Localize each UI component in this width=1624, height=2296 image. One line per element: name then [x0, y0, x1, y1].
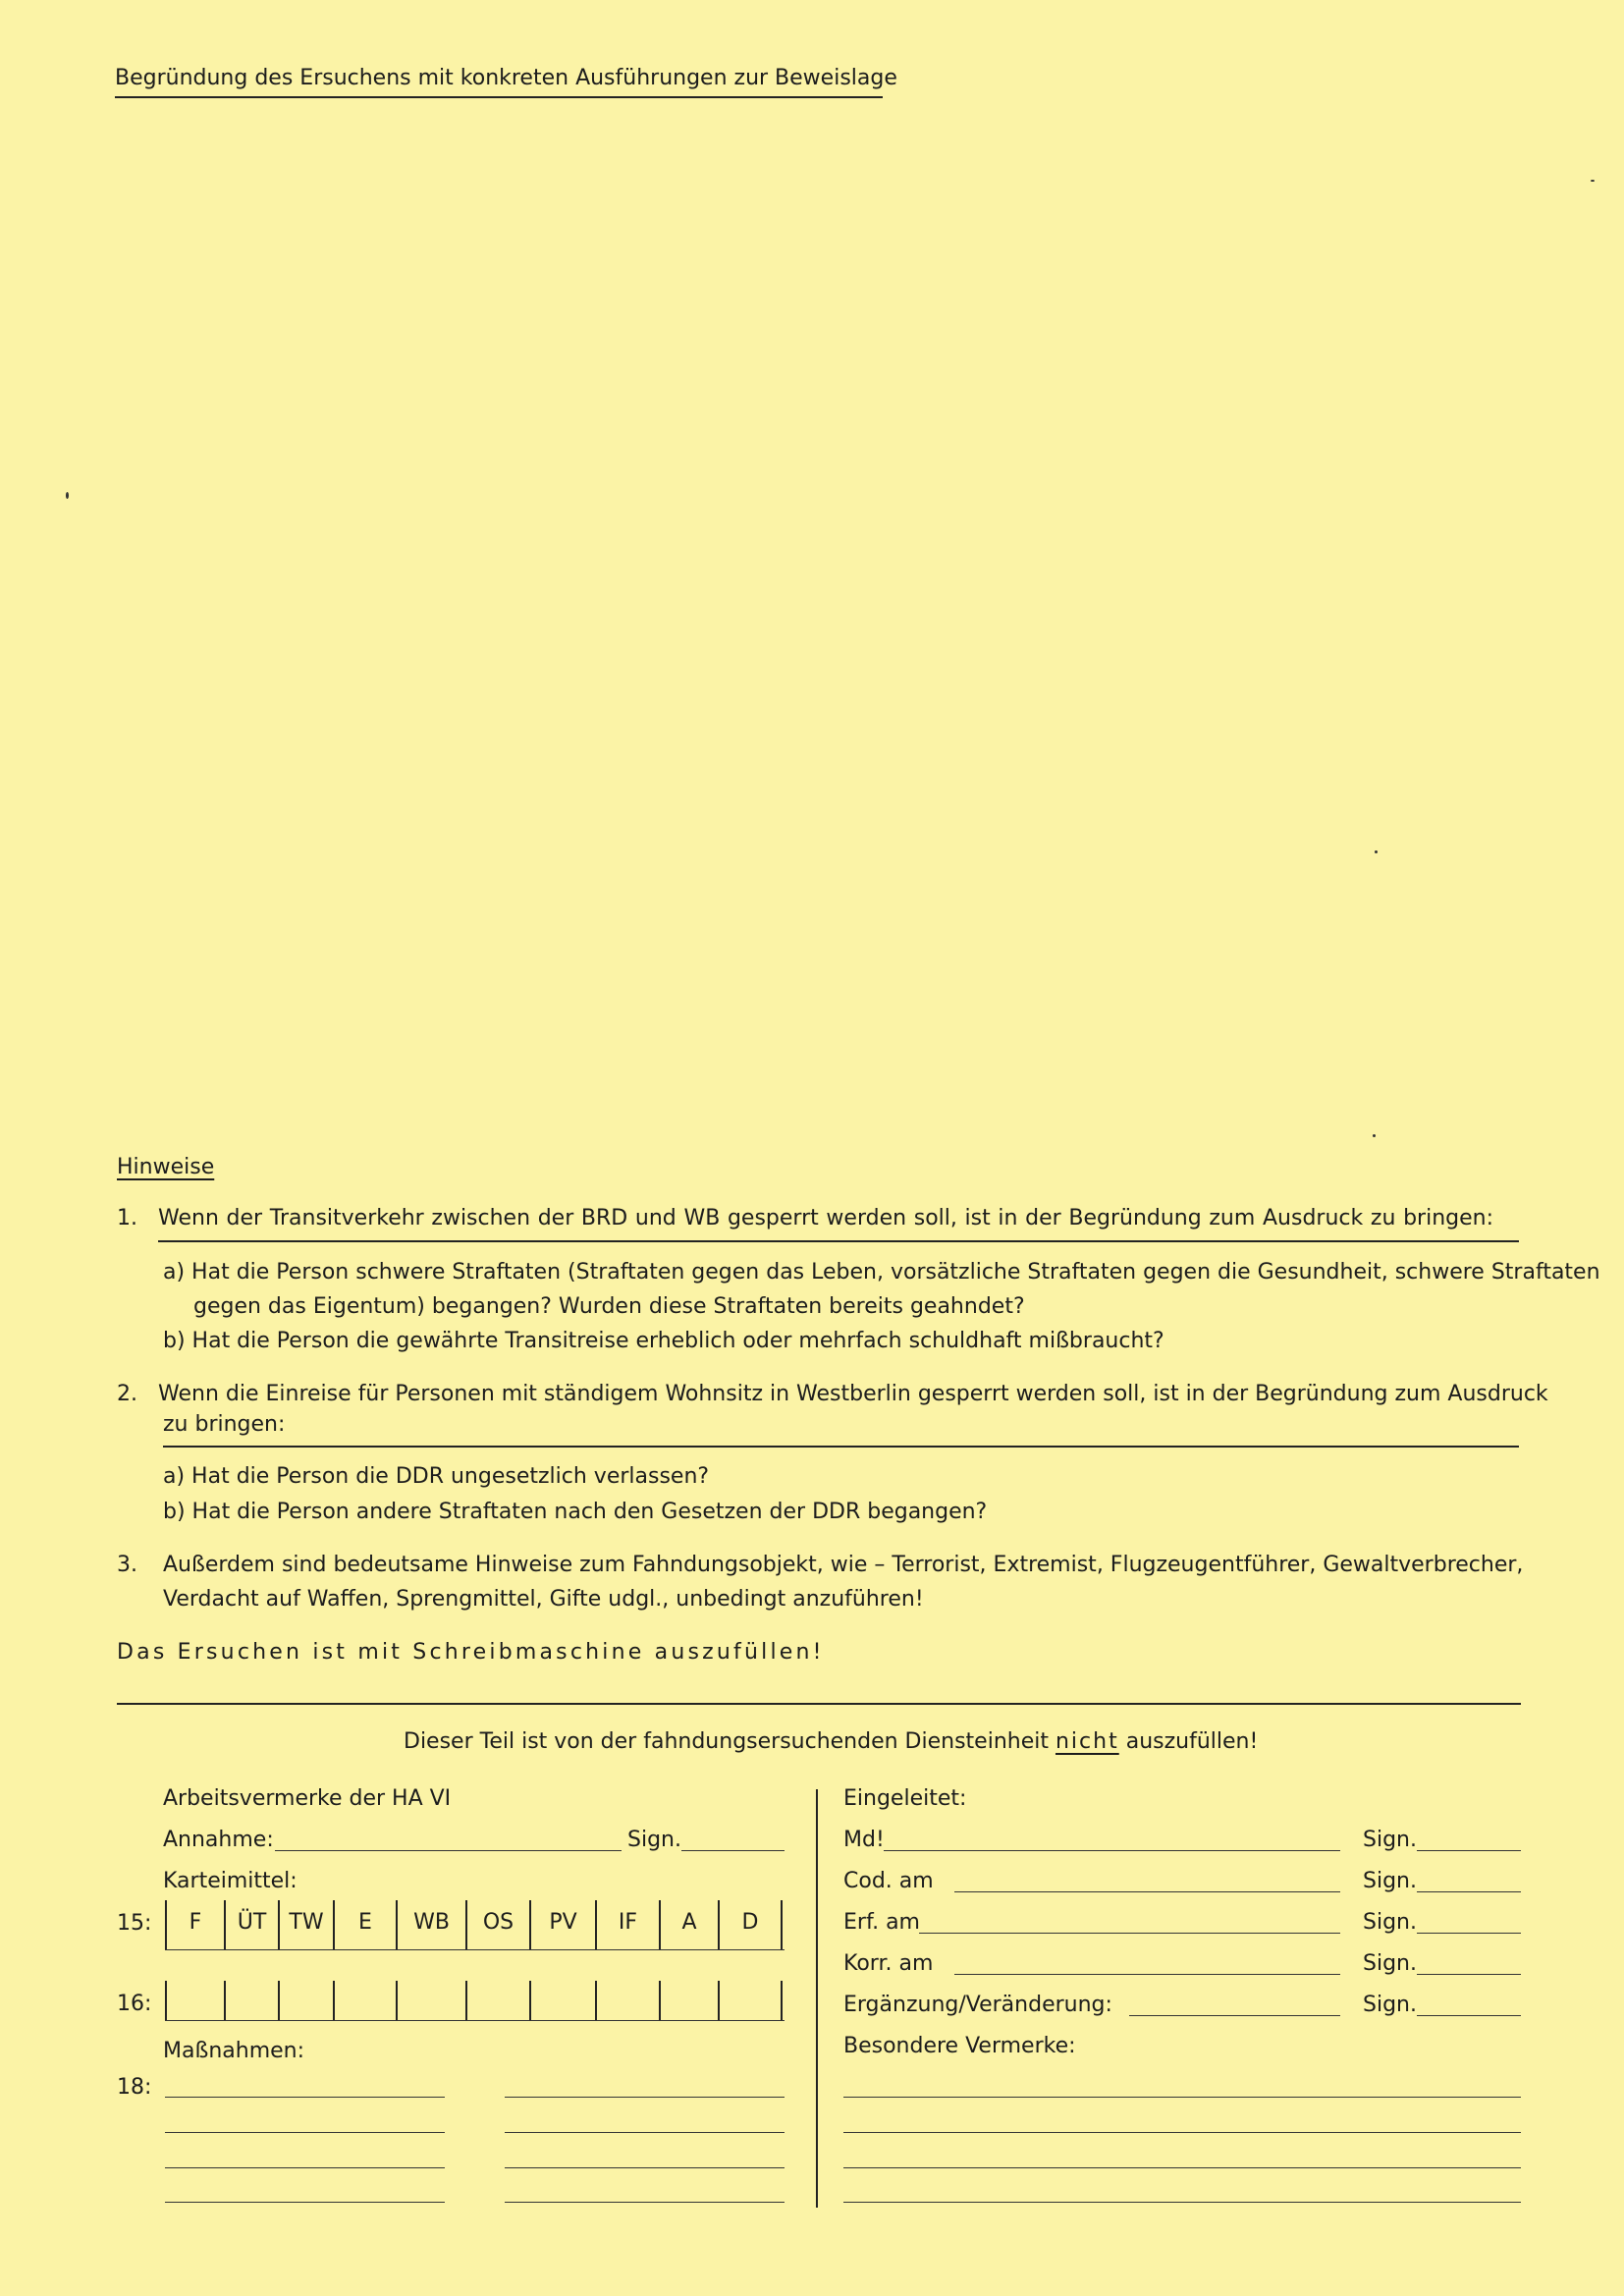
- hinweis-1-text: Wenn der Transitverkehr zwischen der BRD und WB gesperrt werden soll, ist in der Begründung zum Ausdruck zu bringen:: [158, 1206, 1493, 1230]
- hinweise-heading: Hinweise: [117, 1155, 215, 1179]
- office-notice-pre: Dieser Teil ist von der fahndungsersuchenden Diensteinheit: [404, 1729, 1049, 1754]
- besondere-vermerke-label: Besondere Vermerke:: [843, 2034, 1076, 2058]
- massnahmen-line[interactable]: [165, 2202, 445, 2203]
- code-cell-if[interactable]: IF: [618, 1910, 638, 1935]
- vermerke-line[interactable]: [843, 2202, 1521, 2203]
- ergaenzung-label: Ergänzung/Veränderung:: [843, 1993, 1112, 2017]
- vermerke-line[interactable]: [843, 2097, 1521, 2098]
- massnahmen-line[interactable]: [165, 2132, 445, 2133]
- code-cell-pv[interactable]: PV: [549, 1910, 577, 1935]
- cod-am-label: Cod. am: [843, 1869, 934, 1893]
- annahme-sign-field[interactable]: [681, 1850, 785, 1851]
- row-16-separator: [718, 1981, 720, 2020]
- office-notice-emphasis: nicht: [1055, 1729, 1119, 1754]
- ha-vi-heading: Arbeitsvermerke der HA VI: [163, 1786, 452, 1811]
- hinweis-1-rule: [158, 1240, 1519, 1242]
- row-16-separator: [396, 1981, 398, 2020]
- hinweis-3-line2: Verdacht auf Waffen, Sprengmittel, Gifte udgl., unbedingt anzuführen!: [163, 1587, 924, 1612]
- office-notice: [404, 1727, 1258, 1757]
- hinweis-1b: b) Hat die Person die gewährte Transitreise erheblich oder mehrfach schuldhaft mißbraucht?: [163, 1329, 1164, 1353]
- code-cell-wb[interactable]: WB: [413, 1910, 450, 1935]
- code-cell-a[interactable]: A: [681, 1910, 697, 1935]
- ergaenzung-sign-field[interactable]: [1417, 2015, 1521, 2016]
- code-cell-ut[interactable]: ÜT: [237, 1910, 267, 1935]
- row-16-baseline: [165, 2020, 785, 2021]
- hinweis-1a-line2: gegen das Eigentum) begangen? Wurden diese Straftaten bereits geahndet?: [193, 1294, 1025, 1319]
- cod-sign-field[interactable]: [1417, 1891, 1521, 1892]
- section-divider: [117, 1703, 1521, 1705]
- row-15-baseline: [165, 1949, 785, 1950]
- code-cell-f[interactable]: F: [189, 1910, 202, 1935]
- erf-sign-label: Sign.: [1363, 1910, 1417, 1935]
- row-16-separator: [465, 1981, 467, 2020]
- row-16-separator: [224, 1981, 226, 2020]
- hinweis-1-number: 1.: [117, 1206, 137, 1230]
- korr-sign-label: Sign.: [1363, 1951, 1417, 1976]
- hinweis-2-rule: [163, 1446, 1519, 1448]
- hinweis-3-number: 3.: [117, 1553, 137, 1577]
- form-heading: Begründung des Ersuchens mit konkreten Ausführungen zur Beweislage: [115, 66, 897, 90]
- massnahmen-line[interactable]: [505, 2097, 785, 2098]
- massnahmen-line[interactable]: [165, 2167, 445, 2168]
- row-18-label: 18:: [117, 2075, 152, 2100]
- massnahmen-line[interactable]: [165, 2097, 445, 2098]
- code-cell-e[interactable]: E: [358, 1910, 372, 1935]
- office-notice-post: auszufüllen!: [1125, 1729, 1259, 1754]
- annahme-sign-label: Sign.: [627, 1828, 681, 1852]
- row-16-separator: [659, 1981, 661, 2020]
- row-15-separator: [781, 1900, 783, 1949]
- karteimittel-label: Karteimittel:: [163, 1869, 298, 1893]
- code-cell-d[interactable]: D: [741, 1910, 759, 1935]
- row-16-separator: [165, 1981, 167, 2020]
- cod-sign-label: Sign.: [1363, 1869, 1417, 1893]
- row-16-separator: [529, 1981, 531, 2020]
- annahme-label: Annahme:: [163, 1828, 274, 1852]
- row-16-label: 16:: [117, 1992, 152, 2016]
- typewriter-notice: Das Ersuchen ist mit Schreibmaschine auszufüllen!: [117, 1640, 825, 1665]
- row-16-separator: [333, 1981, 335, 2020]
- row-16-separator: [595, 1981, 597, 2020]
- scan-speck: [1375, 850, 1378, 853]
- cod-am-field[interactable]: [954, 1891, 1340, 1892]
- vermerke-line[interactable]: [843, 2167, 1521, 2168]
- column-divider: [816, 1789, 818, 2208]
- annahme-field[interactable]: [275, 1850, 622, 1851]
- erf-am-label: Erf. am: [843, 1910, 920, 1935]
- hinweis-2a: a) Hat die Person die DDR ungesetzlich verlassen?: [163, 1464, 710, 1489]
- erf-sign-field[interactable]: [1417, 1933, 1521, 1934]
- eingeleitet-label: Eingeleitet:: [843, 1786, 967, 1811]
- row-16-separator: [781, 1981, 783, 2020]
- ergaenzung-field[interactable]: [1129, 2015, 1340, 2016]
- korr-am-field[interactable]: [954, 1974, 1340, 1975]
- mdi-sign-label: Sign.: [1363, 1828, 1417, 1852]
- korr-sign-field[interactable]: [1417, 1974, 1521, 1975]
- row-16-separator: [278, 1981, 280, 2020]
- erf-am-field[interactable]: [919, 1933, 1340, 1934]
- hinweis-2-line1: Wenn die Einreise für Personen mit ständigem Wohnsitz in Westberlin gesperrt werden soll, ist in der Begründung zum Ausdruck: [158, 1382, 1548, 1406]
- hinweis-2-number: 2.: [117, 1382, 137, 1406]
- row-15-label: 15:: [117, 1911, 152, 1936]
- code-cell-tw[interactable]: TW: [289, 1910, 324, 1935]
- scan-speck: [1591, 180, 1595, 182]
- mdi-sign-field[interactable]: [1417, 1850, 1521, 1851]
- hinweis-2b: b) Hat die Person andere Straftaten nach den Gesetzen der DDR begangen?: [163, 1500, 988, 1524]
- ergaenzung-sign-label: Sign.: [1363, 1993, 1417, 2017]
- heading-underline: [115, 96, 883, 98]
- massnahmen-line[interactable]: [505, 2167, 785, 2168]
- scan-speck: [1373, 1134, 1376, 1137]
- scan-speck: [66, 492, 69, 499]
- justification-text-area[interactable]: [115, 108, 1519, 1139]
- mdi-field[interactable]: [884, 1850, 1340, 1851]
- massnahmen-line[interactable]: [505, 2202, 785, 2203]
- mdi-label: Md!: [843, 1828, 885, 1852]
- massnahmen-label: Maßnahmen:: [163, 2039, 305, 2063]
- massnahmen-line[interactable]: [505, 2132, 785, 2133]
- korr-am-label: Korr. am: [843, 1951, 934, 1976]
- hinweis-2-line2: zu bringen:: [163, 1412, 286, 1437]
- hinweis-3-line1: Außerdem sind bedeutsame Hinweise zum Fahndungsobjekt, wie – Terrorist, Extremist, Flugzeugentführer, Gewaltverbrecher,: [163, 1553, 1524, 1577]
- vermerke-line[interactable]: [843, 2132, 1521, 2133]
- hinweis-1a-line1: a) Hat die Person schwere Straftaten (Straftaten gegen das Leben, vorsätzliche Straftaten gegen die Gesundheit, schwere Straftaten: [163, 1260, 1600, 1285]
- code-cell-os[interactable]: OS: [482, 1910, 514, 1935]
